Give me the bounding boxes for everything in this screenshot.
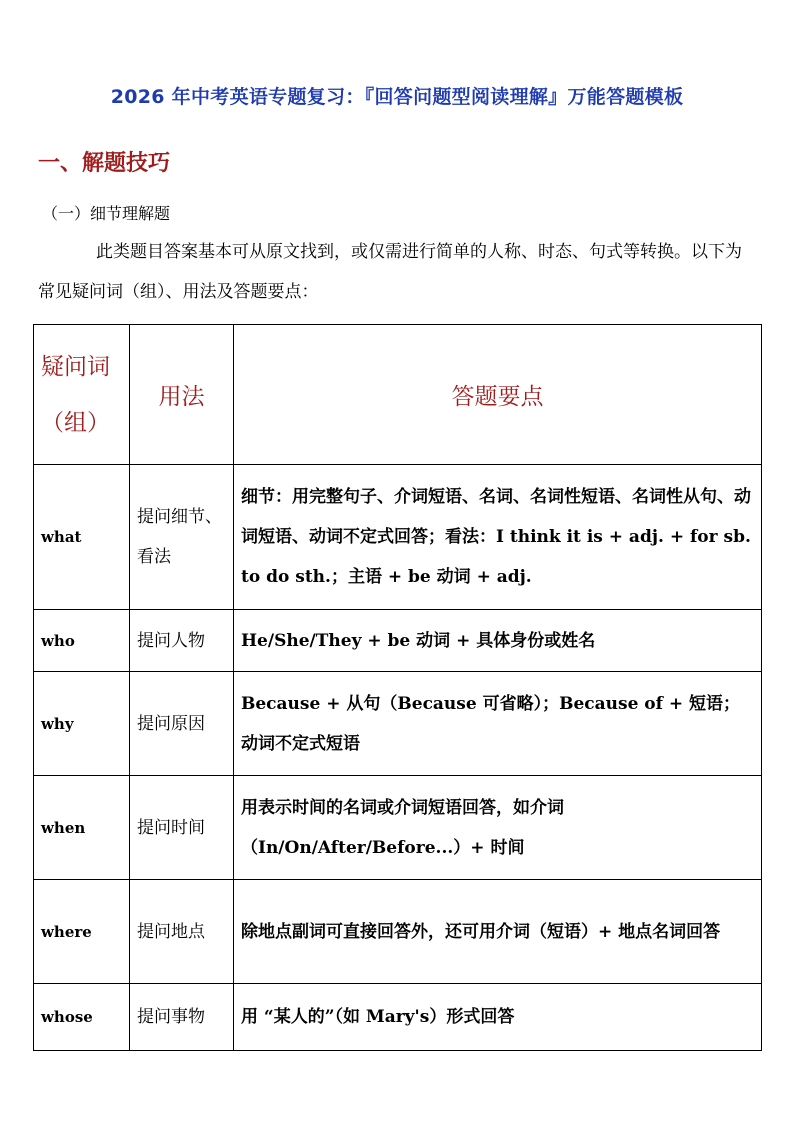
question-word: whose xyxy=(34,984,130,1051)
answer-points: He/She/They + be 动词 + 具体身份或姓名 xyxy=(234,610,762,672)
usage: 提问时间 xyxy=(130,776,234,880)
question-word: who xyxy=(34,610,130,672)
question-word: when xyxy=(34,776,130,880)
intro-paragraph: 此类题目答案基本可从原文找到，或仅需进行简单的人称、时态、句式等转换。以下为常见疑问词（组）、用法及答题要点： xyxy=(38,242,742,302)
usage: 提问细节、看法 xyxy=(130,465,234,610)
usage: 提问人物 xyxy=(130,610,234,672)
question-word: why xyxy=(34,672,130,776)
table-header-row xyxy=(34,325,762,465)
question-word: what xyxy=(34,465,130,610)
answer-points: 除地点副词可直接回答外，还可用介词（短语）+ 地点名词回答 xyxy=(234,880,762,984)
table-row xyxy=(34,984,762,1051)
table-row xyxy=(34,672,762,776)
question-word-table xyxy=(33,324,762,1051)
answer-points: 用表示时间的名词或介词短语回答，如介词（In/On/After/Before...）+ 时间 xyxy=(234,776,762,880)
section-heading: 一、解题技巧 xyxy=(38,151,171,176)
usage: 提问原因 xyxy=(130,672,234,776)
usage: 提问地点 xyxy=(130,880,234,984)
answer-points: 用 “某人的”（如 Mary's）形式回答 xyxy=(234,984,762,1051)
usage: 提问事物 xyxy=(130,984,234,1051)
table-row xyxy=(34,610,762,672)
header-answer-points: 答题要点 xyxy=(234,325,762,465)
header-question-word: 疑问词（组） xyxy=(34,325,130,465)
question-word: where xyxy=(34,880,130,984)
answer-points: 细节：用完整句子、介词短语、名词、名词性短语、名词性从句、动词短语、动词不定式回答；看法：I think it is + adj. + for sb. to do sth.；主语 + be 动词 + adj. xyxy=(234,465,762,610)
table-row xyxy=(34,465,762,610)
table-row xyxy=(34,880,762,984)
table-row xyxy=(34,776,762,880)
document-title: 2026 年中考英语专题复习：『回答问题型阅读理解』万能答题模板 xyxy=(110,86,684,108)
answer-points: Because + 从句（Because 可省略）；Because of + 短语；动词不定式短语 xyxy=(234,672,762,776)
header-usage: 用法 xyxy=(130,325,234,465)
subheading: （一）细节理解题 xyxy=(42,204,171,223)
